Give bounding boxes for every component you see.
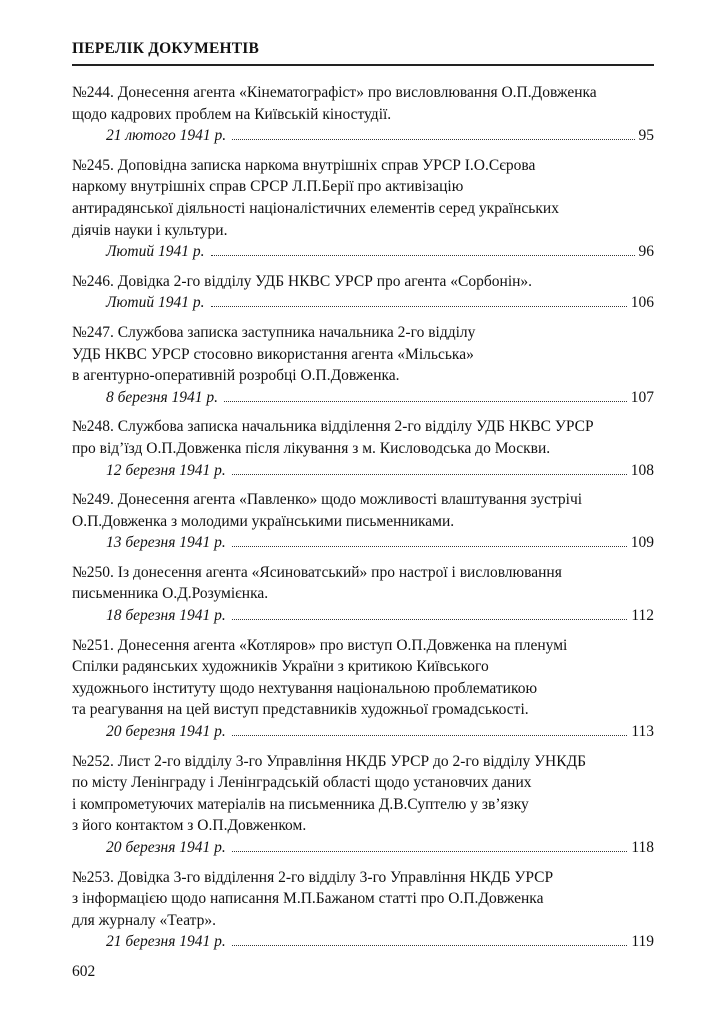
entry-title-line: по місту Ленінграду і Ленінградській області щодо установчих даних	[72, 774, 532, 792]
entry-page-number: 109	[630, 534, 654, 552]
entry-date: 8 березня 1941 р.	[106, 388, 219, 406]
entry-title	[72, 271, 654, 293]
entry-title	[72, 416, 654, 459]
entry-title-line: діячів науки і культури.	[72, 221, 228, 239]
entry-meta	[72, 605, 654, 627]
entry-title	[72, 82, 654, 125]
entry-title-line: О.П.Довженка з молодими українськими письменниками.	[72, 512, 455, 530]
document-entry	[72, 416, 654, 481]
entry-title	[72, 322, 654, 387]
dot-leader	[232, 546, 627, 547]
entry-title-line: письменника О.Д.Розумієнка.	[72, 585, 269, 603]
document-entry	[72, 322, 654, 408]
entry-title	[72, 867, 654, 932]
entry-title-line: щодо кадрових проблем на Київській кіностудії.	[72, 105, 392, 123]
dot-leader	[232, 735, 628, 736]
entry-title-line: в агентурно-оперативній розробці О.П.Довженка.	[72, 367, 400, 385]
entry-title	[72, 635, 654, 721]
dot-leader	[232, 139, 634, 140]
entry-date: 21 березня 1941 р.	[106, 933, 226, 951]
entry-title	[72, 155, 654, 241]
dot-leader	[232, 851, 628, 852]
entry-page-number: 107	[630, 388, 654, 406]
document-entry	[72, 751, 654, 859]
dot-leader	[211, 255, 635, 256]
dot-leader	[232, 945, 628, 946]
entry-title-line: антирадянської діяльності націоналістичних елементів серед українських	[72, 199, 559, 217]
entry-title-line: Спілки радянських художників України з критикою Київського	[72, 658, 489, 676]
running-header	[72, 40, 654, 66]
entry-meta	[72, 931, 654, 953]
entry-title-line: УДБ НКВС УРСР стосовно використання агента «Мільська»	[72, 345, 474, 363]
document-entry	[72, 635, 654, 743]
entry-title-line: про від’їзд О.П.Довженка після лікування з м. Кисловодська до Москви.	[72, 439, 551, 457]
document-entry	[72, 489, 654, 554]
entry-title-line: №244. Донесення агента «Кінематографіст» про висловлювання О.П.Довженка	[72, 84, 597, 101]
dot-leader	[232, 619, 628, 620]
entry-meta	[72, 460, 654, 482]
document-entry	[72, 867, 654, 953]
dot-leader	[232, 474, 627, 475]
entry-date: 18 березня 1941 р.	[106, 607, 226, 625]
entry-meta	[72, 241, 654, 263]
entry-meta	[72, 387, 654, 409]
document-entry	[72, 562, 654, 627]
entry-page-number: 108	[630, 461, 654, 479]
entry-title-line: та реагування на цей виступ представників художньої громадськості.	[72, 701, 529, 719]
entry-date: 12 березня 1941 р.	[106, 461, 226, 479]
entry-title-line: наркому внутрішніх справ СРСР Л.П.Берії про активізацію	[72, 178, 464, 196]
entry-title-line: з інформацією щодо написання М.П.Бажаном статті про О.П.Довженка	[72, 890, 544, 908]
entry-title	[72, 489, 654, 532]
entry-title-line: №249. Донесення агента «Павленко» щодо можливості влаштування зустрічі	[72, 491, 583, 509]
dot-leader	[211, 306, 627, 307]
entry-date: 21 лютого 1941 р.	[106, 127, 227, 145]
entry-page-number: 118	[631, 839, 654, 856]
entry-page-number: 95	[638, 127, 654, 145]
entry-title-line: №245. Доповідна записка наркома внутрішніх справ УРСР І.О.Сєрова	[72, 156, 536, 174]
page-number: 602	[72, 963, 96, 980]
entry-title-line: №247. Службова записка заступника начальника 2-го відділу	[72, 323, 476, 341]
entry-date: 20 березня 1941 р.	[106, 839, 226, 856]
entry-meta	[72, 292, 654, 314]
document-entry	[72, 82, 654, 147]
entry-meta	[72, 837, 654, 859]
entry-meta	[72, 721, 654, 743]
entry-title-line: №253. Довідка 3-го відділення 2-го відділу 3-го Управління НКДБ УРСР	[72, 868, 554, 886]
entry-date: 20 березня 1941 р.	[106, 723, 226, 741]
document-list	[72, 82, 654, 961]
entry-page-number: 112	[631, 607, 654, 625]
entry-title-line: №252. Лист 2-го відділу 3-го Управління НКДБ УРСР до 2-го відділу УНКДБ	[72, 752, 587, 770]
dot-leader	[224, 401, 627, 402]
entry-page-number: 96	[638, 243, 654, 261]
document-entry	[72, 155, 654, 263]
entry-title-line: №246. Довідка 2-го відділу УДБ НКВС УРСР про агента «Сорбонін».	[72, 272, 533, 290]
entry-title-line: №250. Із донесення агента «Ясиноватський» про настрої і висловлювання	[72, 563, 562, 581]
entry-title-line: для журналу «Театр».	[72, 911, 217, 929]
entry-title	[72, 751, 654, 837]
entry-title-line: і компрометуючих матеріалів на письменника Д.В.Суптелю у зв’язку	[72, 795, 529, 813]
entry-title-line: художнього інституту щодо нехтування національною проблематикою	[72, 679, 538, 697]
entry-date: Лютий 1941 р.	[106, 243, 205, 261]
document-entry	[72, 271, 654, 314]
entry-date: 13 березня 1941 р.	[106, 534, 226, 552]
entry-title	[72, 562, 654, 605]
entry-title-line: №248. Службова записка начальника відділення 2-го відділу УДБ НКВС УРСР	[72, 418, 594, 436]
entry-page-number: 106	[630, 294, 654, 312]
entry-title-line: №251. Донесення агента «Котляров» про виступ О.П.Довженка на пленумі	[72, 636, 568, 654]
entry-page-number: 119	[631, 933, 654, 951]
entry-title-line: з його контактом з О.П.Довженком.	[72, 817, 307, 835]
entry-meta	[72, 532, 654, 554]
entry-page-number: 113	[631, 723, 654, 741]
entry-date: Лютий 1941 р.	[106, 294, 205, 312]
entry-meta	[72, 125, 654, 147]
header-title: ПЕРЕЛІК ДОКУМЕНТІВ	[72, 40, 260, 57]
